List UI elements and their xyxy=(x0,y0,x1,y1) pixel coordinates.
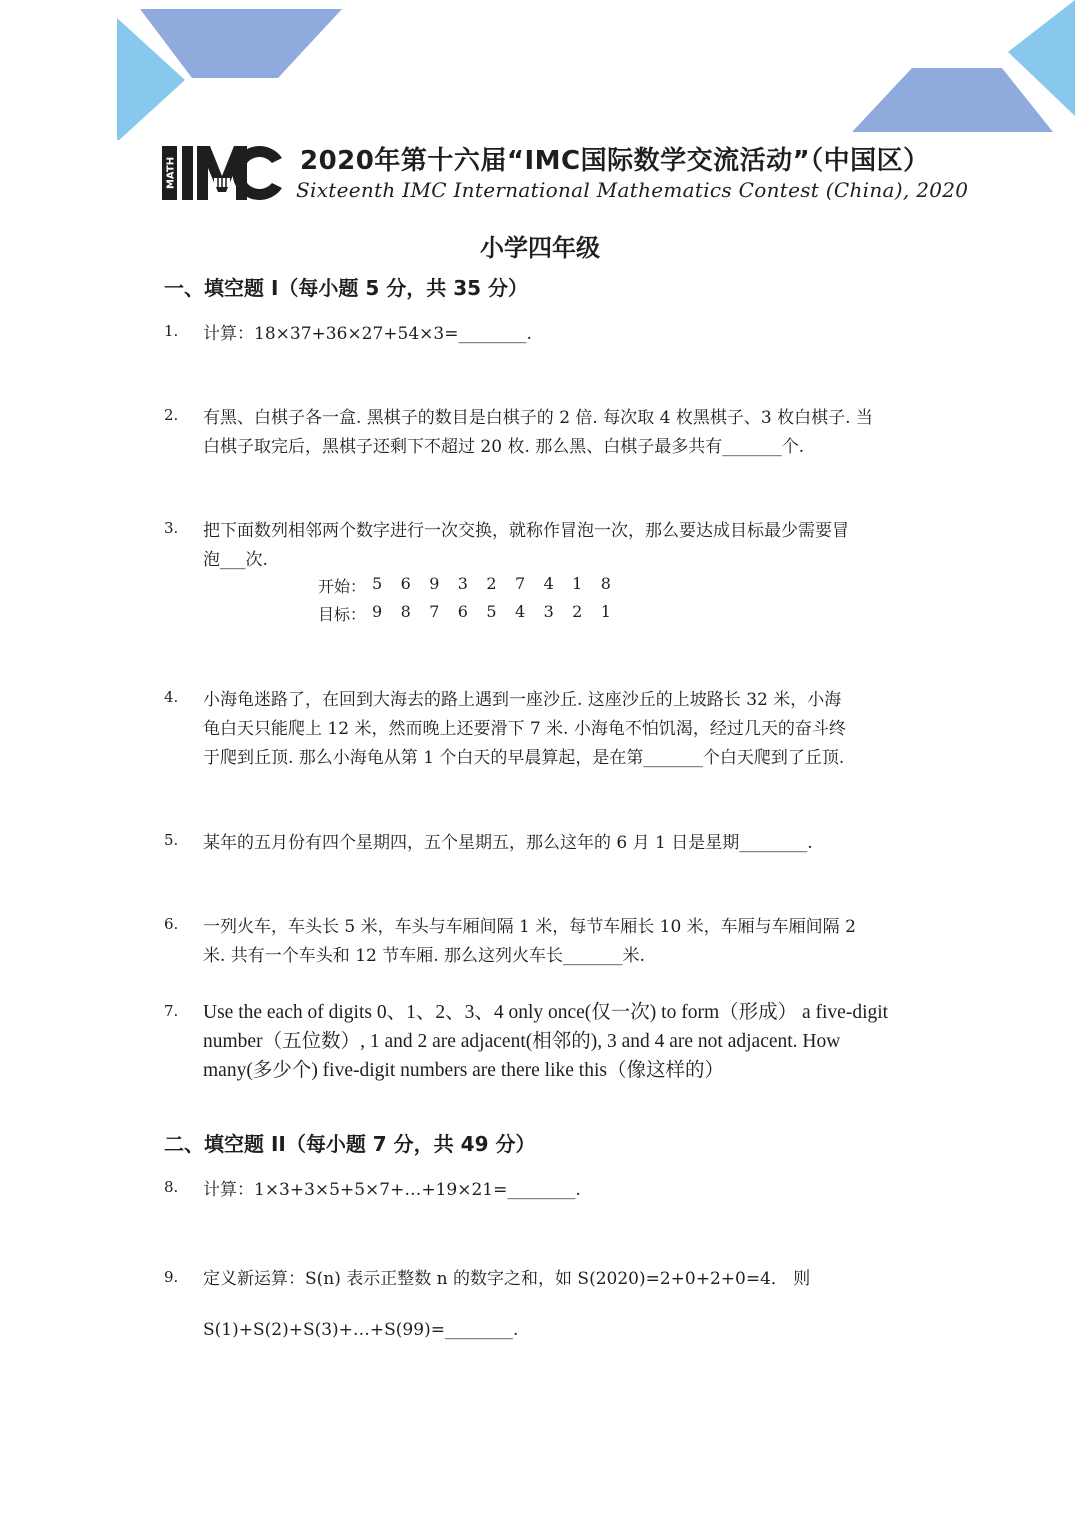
start-digit: 3 xyxy=(457,574,468,593)
question-9-number: 9. xyxy=(164,1268,179,1286)
target-sequence xyxy=(372,602,629,621)
question-3-line-2: 泡___次. xyxy=(203,550,268,570)
target-digit: 3 xyxy=(543,602,554,621)
question-1-number: 1. xyxy=(164,322,179,340)
target-digit: 6 xyxy=(457,602,468,621)
logo-math-text: MATH xyxy=(165,156,177,190)
question-3-number: 3. xyxy=(164,519,179,537)
question-4-line-1: 小海龟迷路了，在回到大海去的路上遇到一座沙丘. 这座沙丘的上坡路长 32 米，小海 xyxy=(203,690,842,710)
question-6-line-1: 一列火车，车头长 5 米，车头与车厢间隔 1 米，每节车厢长 10 米，车厢与车厢间隔 2 xyxy=(203,917,856,937)
question-9-line-1: 定义新运算：S(n) 表示正整数 n 的数字之和，如 S(2020)=2+0+2+0=4． 则 xyxy=(203,1269,811,1289)
question-7-line-3: many(多少个) five-digit numbers are there like this（像这样的） xyxy=(203,1060,724,1081)
start-digit: 2 xyxy=(486,574,497,593)
target-digit: 9 xyxy=(372,602,383,621)
question-6-number: 6. xyxy=(164,915,179,933)
question-4-number: 4. xyxy=(164,688,179,706)
question-3-line-1: 把下面数列相邻两个数字进行一次交换，就称作冒泡一次，那么要达成目标最少需要冒 xyxy=(203,521,849,541)
question-7-number: 7. xyxy=(164,1002,179,1020)
start-digit: 4 xyxy=(543,574,554,593)
question-2-line-2: 白棋子取完后，黑棋子还剩下不超过 20 枚. 那么黑、白棋子最多共有_______个. xyxy=(203,437,805,457)
start-digit: 7 xyxy=(514,574,526,593)
contest-title-cn: 2020年第十六届“IMC国际数学交流活动”（中国区） xyxy=(300,146,930,176)
question-7-line-2: number（五位数）, 1 and 2 are adjacent(相邻的), 3 and 4 are not adjacent. How xyxy=(203,1031,841,1052)
question-5-text: 某年的五月份有四个星期四，五个星期五，那么这年的 6 月 1 日是星期________. xyxy=(203,833,813,853)
question-2-line-1: 有黑、白棋子各一盒. 黑棋子的数目是白棋子的 2 倍. 每次取 4 枚黑棋子、3 枚白棋子. 当 xyxy=(203,408,873,428)
start-digit: 1 xyxy=(572,574,583,593)
start-sequence-label: 开始： xyxy=(318,577,367,596)
start-digit: 8 xyxy=(600,574,611,593)
section-2-heading: 二、填空题 II（每小题 7 分，共 49 分） xyxy=(164,1132,536,1156)
question-5-number: 5. xyxy=(164,831,179,849)
start-digit: 6 xyxy=(400,574,411,593)
top-right-dark-trapezoid xyxy=(852,68,1053,132)
grade-heading: 小学四年级 xyxy=(480,234,600,262)
question-7-line-1: Use the each of digits 0、1、2、3、4 only once(仅一次) to form（形成） a five-digit xyxy=(203,1002,889,1023)
imc-logo xyxy=(162,142,284,204)
start-digit: 9 xyxy=(429,574,440,593)
target-digit: 8 xyxy=(400,602,411,621)
section-1-heading: 一、填空题 I（每小题 5 分，共 35 分） xyxy=(164,276,529,300)
target-digit: 5 xyxy=(486,602,497,621)
target-digit: 1 xyxy=(600,602,611,621)
target-digit: 7 xyxy=(429,602,440,621)
target-digit: 4 xyxy=(514,602,526,621)
question-4-line-2: 龟白天只能爬上 12 米，然而晚上还要滑下 7 米. 小海龟不怕饥渴，经过几天的奋斗终 xyxy=(203,719,846,739)
question-9-line-2: S(1)+S(2)+S(3)+…+S(99)=________. xyxy=(203,1320,519,1340)
corner-decoration xyxy=(0,0,1080,140)
contest-title-en: Sixteenth IMC International Mathematics Contest (China), 2020 xyxy=(296,178,969,202)
target-sequence-label: 目标： xyxy=(318,605,367,624)
question-8-number: 8. xyxy=(164,1178,179,1196)
question-4-line-3: 于爬到丘顶. 那么小海龟从第 1 个白天的早晨算起，是在第_______个白天爬到了丘顶. xyxy=(203,748,845,768)
question-8-text: 计算：1×3+3×5+5×7+…+19×21=________. xyxy=(203,1180,581,1200)
question-2-number: 2. xyxy=(164,406,179,424)
start-digit: 5 xyxy=(372,574,383,593)
start-sequence xyxy=(372,574,629,593)
question-1-text: 计算：18×37+36×27+54×3=________. xyxy=(203,324,532,344)
target-digit: 2 xyxy=(572,602,583,621)
question-6-line-2: 米. 共有一个车头和 12 节车厢. 那么这列火车长_______米. xyxy=(203,946,645,966)
